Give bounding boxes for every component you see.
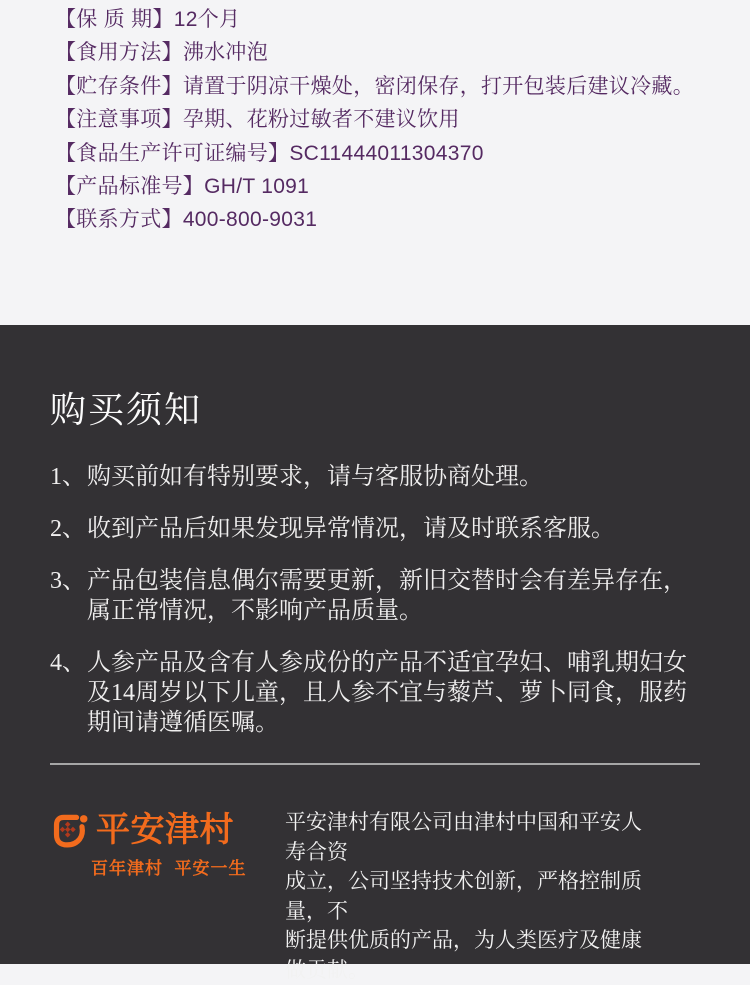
notice-item bbox=[50, 462, 700, 492]
notice-item-line: 人参产品及含有人参成份的产品不适宜孕妇、哺乳期妇女 bbox=[87, 650, 687, 676]
brand-tagline: 百年津村 平安一生 bbox=[91, 859, 247, 878]
purchase-notice-section bbox=[0, 325, 750, 982]
pingan-tsumura-logo-icon bbox=[50, 811, 91, 849]
notice-item-line: 购买前如有特别要求，请与客服协商处理。 bbox=[87, 464, 543, 490]
purchase-notice-title: 购买须知 bbox=[50, 390, 203, 430]
product-info-line bbox=[55, 203, 730, 236]
info-label: 【联系方式】 bbox=[55, 208, 183, 232]
notice-item-line: 产品包装信息偶尔需要更新，新旧交替时会有差异存在， bbox=[87, 568, 687, 594]
product-info-line bbox=[55, 170, 730, 203]
product-info-section bbox=[0, 0, 750, 325]
company-description-line: 成立，公司坚持技术创新，严格控制质量，不 bbox=[285, 869, 642, 923]
footer bbox=[50, 805, 700, 985]
product-info-line bbox=[55, 3, 730, 36]
info-value: 400-800-9031 bbox=[182, 208, 318, 232]
brand-name: 平安津村 bbox=[96, 811, 234, 849]
brand-block bbox=[50, 805, 285, 879]
purchase-notice-list bbox=[50, 462, 700, 738]
notice-item bbox=[50, 514, 700, 544]
footer-divider bbox=[50, 763, 700, 765]
company-description-line: 平安津村有限公司由津村中国和平安人寿合资 bbox=[285, 810, 642, 864]
company-description bbox=[285, 805, 662, 985]
info-value: 孕期、花粉过敏者不建议饮用 bbox=[182, 108, 460, 132]
info-label: 【食用方法】 bbox=[55, 41, 183, 65]
info-label: 【保 质 期】 bbox=[55, 8, 174, 31]
info-label: 【贮存条件】 bbox=[55, 74, 183, 98]
notice-item-line: 收到产品后如果发现异常情况，请及时联系客服。 bbox=[87, 516, 615, 542]
notice-item-number: 3、 bbox=[50, 568, 86, 594]
notice-item-number: 2、 bbox=[50, 516, 86, 542]
notice-item-line: 及14周岁以下儿童，且人参不宜与藜芦、萝卜同食，服药 bbox=[87, 680, 687, 706]
info-value: 沸水冲泡 bbox=[182, 41, 269, 65]
notice-item bbox=[50, 648, 700, 738]
product-info-line bbox=[55, 36, 730, 69]
notice-item-line: 期间请遵循医嘱。 bbox=[87, 710, 279, 736]
info-label: 【产品标准号】 bbox=[55, 175, 205, 199]
info-value: 12个月 bbox=[173, 8, 241, 31]
info-value: 请置于阴凉干燥处，密闭保存，打开包装后建议冷藏。 bbox=[182, 74, 695, 98]
info-value: GH/T 1091 bbox=[204, 175, 310, 199]
info-label: 【注意事项】 bbox=[55, 108, 183, 132]
company-description-line: 断提供优质的产品，为人类医疗及健康做贡献。 bbox=[285, 928, 642, 982]
notice-item-number: 1、 bbox=[50, 464, 86, 490]
notice-item-number: 4、 bbox=[50, 650, 86, 676]
product-info-line bbox=[55, 103, 730, 136]
product-info-line bbox=[55, 70, 730, 103]
product-info-line bbox=[55, 137, 730, 170]
notice-item bbox=[50, 566, 700, 626]
info-label: 【食品生产许可证编号】 bbox=[55, 141, 290, 165]
notice-item-line: 属正常情况，不影响产品质量。 bbox=[87, 598, 423, 624]
info-value: SC11444011304370 bbox=[289, 141, 484, 165]
